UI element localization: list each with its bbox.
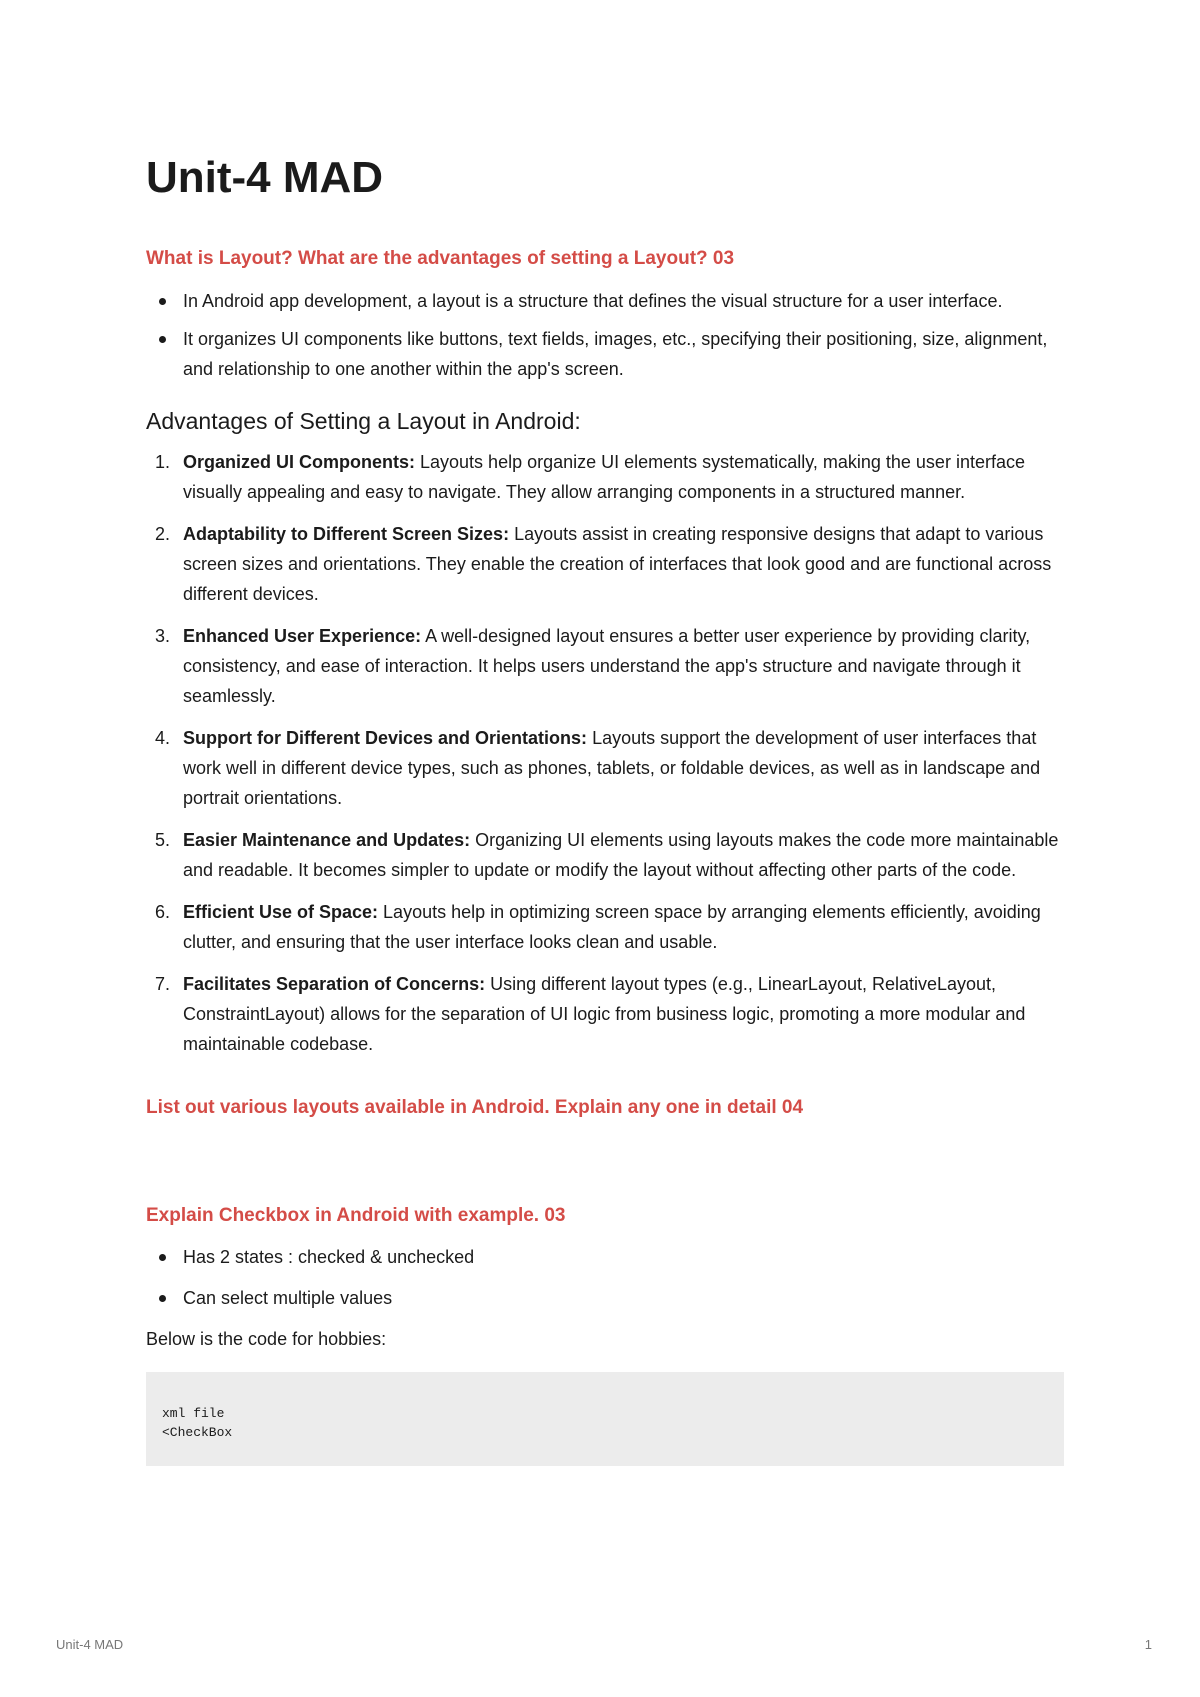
item-label: Adaptability to Different Screen Sizes: xyxy=(183,524,510,544)
list-item xyxy=(146,825,1064,885)
code-line: <CheckBox xyxy=(162,1425,233,1440)
item-text: Using different layout types (e.g., LinearLayout, RelativeLayout, ConstraintLayout) allows for the separation of UI logic from business logic, promoting a more modular and maintainable codebase. xyxy=(183,974,1026,1054)
code-line: xml file xyxy=(162,1406,225,1421)
list-item xyxy=(146,519,1064,609)
item-number: 6. xyxy=(155,902,171,922)
bullet-dot xyxy=(159,298,166,305)
bullet-dot xyxy=(159,1295,166,1302)
advantages-heading: Advantages of Setting a Layout in Android: xyxy=(146,408,581,434)
page-content xyxy=(146,148,1064,1466)
item-label: Enhanced User Experience: xyxy=(183,626,422,646)
item-label: Easier Maintenance and Updates: xyxy=(183,830,471,850)
item-label: Organized UI Components: xyxy=(183,452,416,472)
list-item xyxy=(146,969,1064,1059)
item-label: Support for Different Devices and Orientations: xyxy=(183,728,588,748)
advantages-list xyxy=(146,447,1064,1059)
bullet-dot xyxy=(159,336,166,343)
list-item: Has 2 states : checked & unchecked xyxy=(146,1242,1064,1272)
item-label: Facilitates Separation of Concerns: xyxy=(183,974,486,994)
item-text: Layouts help in optimizing screen space by arranging elements efficiently, avoiding clutter, and ensuring that the user interface looks clean and usable. xyxy=(183,902,1041,952)
item-text: Layouts support the development of user interfaces that work well in different device types, such as phones, tablets, or foldable devices, as well as in landscape and portrait orientations. xyxy=(183,728,1041,808)
list-item xyxy=(146,621,1064,711)
checkbox-facts-list xyxy=(146,1242,1064,1313)
list-item xyxy=(146,723,1064,813)
code-intro-text: Below is the code for hobbies: xyxy=(146,1329,387,1349)
item-text: A well-designed layout ensures a better user experience by providing clarity, consistency, and ease of interaction. It helps users understand the app's structure and navigate through it seamlessly. xyxy=(183,626,1031,706)
list-item: It organizes UI components like buttons, text fields, images, etc., specifying their positioning, size, alignment, and relationship to one another within the app's screen. xyxy=(146,324,1064,384)
list-item xyxy=(146,897,1064,957)
page-title: Unit-4 MAD xyxy=(146,153,384,202)
question-heading-layouts-list: List out various layouts available in Android. Explain any one in detail 04 xyxy=(146,1097,804,1118)
footer-document-title: Unit-4 MAD xyxy=(56,1637,124,1652)
code-block xyxy=(146,1372,1064,1466)
item-number: 7. xyxy=(155,974,171,994)
item-number: 2. xyxy=(155,524,171,544)
item-label: Efficient Use of Space: xyxy=(183,902,379,922)
list-item: In Android app development, a layout is a structure that defines the visual structure for a user interface. xyxy=(146,286,1064,316)
bullet-dot xyxy=(159,1254,166,1261)
item-number: 4. xyxy=(155,728,171,748)
list-item: Can select multiple values xyxy=(146,1283,1064,1313)
item-text: Layouts help organize UI elements systematically, making the user interface visually appealing and easy to navigate. They allow arranging components in a structured manner. xyxy=(183,452,1025,502)
question-heading-checkbox: Explain Checkbox in Android with example. 03 xyxy=(146,1205,566,1226)
item-text: Organizing UI elements using layouts makes the code more maintainable and readable. It becomes simpler to update or modify the layout without affecting other parts of the code. xyxy=(183,830,1059,880)
item-number: 3. xyxy=(155,626,171,646)
item-text: Layouts assist in creating responsive designs that adapt to various screen sizes and orientations. They enable the creation of interfaces that look good and are functional across different devices. xyxy=(183,524,1052,604)
layout-definition-list xyxy=(146,286,1064,384)
item-number: 5. xyxy=(155,830,171,850)
list-item xyxy=(146,447,1064,507)
question-heading-layout: What is Layout? What are the advantages of setting a Layout? 03 xyxy=(146,248,735,269)
footer-page-number: 1 xyxy=(1144,1637,1152,1652)
item-number: 1. xyxy=(155,452,171,472)
